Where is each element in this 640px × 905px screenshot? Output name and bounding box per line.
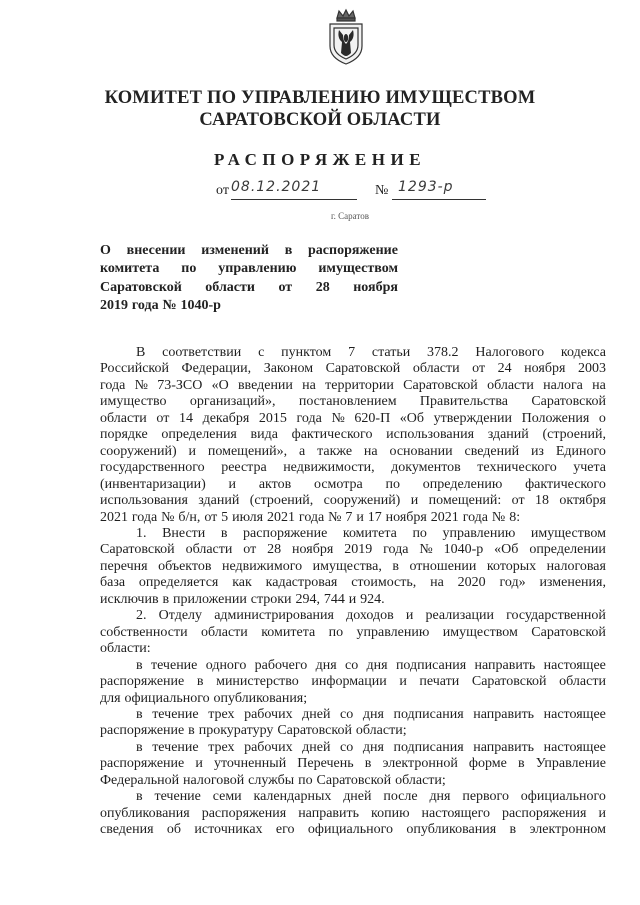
text-line: база определяется как кадастровая стоимость, на 2020 год» изменения, bbox=[100, 575, 606, 591]
text-line: опубликования распоряжения направить копию настоящего распоряжения и bbox=[100, 805, 606, 821]
body-paragraph bbox=[100, 789, 606, 838]
date-number-line bbox=[216, 181, 516, 203]
text-line: (инвентаризации) и актов осмотра по определению фактического bbox=[100, 476, 606, 492]
body-paragraph bbox=[100, 740, 606, 789]
number-value: 1293-р bbox=[398, 179, 454, 195]
text-line: порядке определения вида фактического использования зданий (строений, bbox=[100, 427, 606, 443]
text-line: 2. Отделу администрирования доходов и реализации государственной bbox=[136, 608, 606, 624]
text-line: для официального опубликования; bbox=[100, 690, 308, 706]
organization-name-line1: КОМИТЕТ ПО УПРАВЛЕНИЮ ИМУЩЕСТВОМ bbox=[104, 88, 536, 108]
text-line: в течение одного рабочего дня со дня подписания направить настоящее bbox=[136, 657, 606, 673]
body-paragraph bbox=[100, 707, 606, 740]
text-line: Саратовской области от 28 ноября 2019 года № 1040-р «Об определении bbox=[100, 542, 606, 558]
text-line: в течение семи календарных дней после дня первого официального bbox=[136, 789, 606, 805]
body-paragraph bbox=[100, 658, 606, 707]
text-line: 1. Внести в распоряжение комитета по управлению имуществом bbox=[136, 525, 606, 541]
text-line: сведения об источниках его официального опубликования в электронном bbox=[100, 822, 606, 838]
organization-name-line2: САРАТОВСКОЙ ОБЛАСТИ bbox=[199, 110, 441, 130]
text-line: исключив в приложении строки 294, 744 и 924. bbox=[100, 591, 385, 607]
text-line: области: bbox=[100, 641, 151, 657]
subject-line: 2019 года № 1040-р bbox=[100, 297, 221, 313]
document-subject bbox=[100, 242, 398, 315]
text-line: перечня объектов недвижимого имущества, в отношении которых налоговая bbox=[100, 558, 606, 574]
text-line: распоряжение в прокуратуру Саратовской области; bbox=[100, 723, 407, 739]
text-line: В соответствии с пунктом 7 статьи 378.2 Налогового кодекса bbox=[136, 345, 606, 360]
text-line: сооружений) и помещений», а также на основании сведений из Единого bbox=[100, 443, 606, 459]
text-line: 2021 года № б/н, от 5 июля 2021 года № 7 и 17 ноября 2021 года № 8: bbox=[100, 509, 521, 525]
document-body bbox=[100, 345, 606, 839]
text-line: Федеральной налоговой службы по Саратовской области; bbox=[100, 772, 446, 788]
coat-of-arms-icon bbox=[325, 8, 367, 66]
number-label: № bbox=[375, 183, 389, 198]
date-label: от bbox=[216, 183, 229, 198]
text-line: Российской Федерации, Законом Саратовской области от 24 ноября 2003 bbox=[100, 361, 606, 377]
document-type-title: РАСПОРЯЖЕНИЕ bbox=[213, 150, 427, 169]
body-paragraph bbox=[100, 345, 606, 526]
city-name: г. Саратов bbox=[331, 211, 369, 221]
text-line: области от 14 декабря 2015 года № 620-П «Об утверждении Положения о bbox=[100, 410, 606, 426]
subject-line: комитета по управлению имуществом bbox=[100, 261, 398, 277]
text-line: в течение трех рабочих дней со дня подписания направить настоящее bbox=[136, 706, 606, 722]
date-value: 08.12.2021 bbox=[231, 179, 322, 195]
text-line: государственного реестра недвижимости, документов технического учета bbox=[100, 460, 606, 476]
text-line: имущество организаций», постановлением Правительства Саратовской bbox=[100, 394, 606, 410]
text-line: распоряжение и уточненный Перечень в электронной форме в Управление bbox=[100, 756, 606, 772]
body-paragraph bbox=[100, 526, 606, 608]
number-underline bbox=[392, 199, 486, 200]
text-line: собственности области комитета по управлению имуществом Саратовской bbox=[100, 624, 606, 640]
text-line: распоряжение в министерство информации и печати Саратовской области bbox=[100, 674, 606, 690]
subject-line: Саратовской области от 28 ноября bbox=[100, 279, 398, 295]
text-line: в течение трех рабочих дней со дня подписания направить настоящее bbox=[136, 739, 606, 755]
date-underline bbox=[231, 199, 357, 200]
text-line: использования зданий (строений, сооружений) и помещений: от 18 октября bbox=[100, 493, 606, 509]
subject-line: О внесении изменений в распоряжение bbox=[100, 243, 398, 258]
body-paragraph bbox=[100, 608, 606, 657]
text-line: года № 73-ЗСО «О введении на территории Саратовской области налога на bbox=[100, 377, 606, 393]
